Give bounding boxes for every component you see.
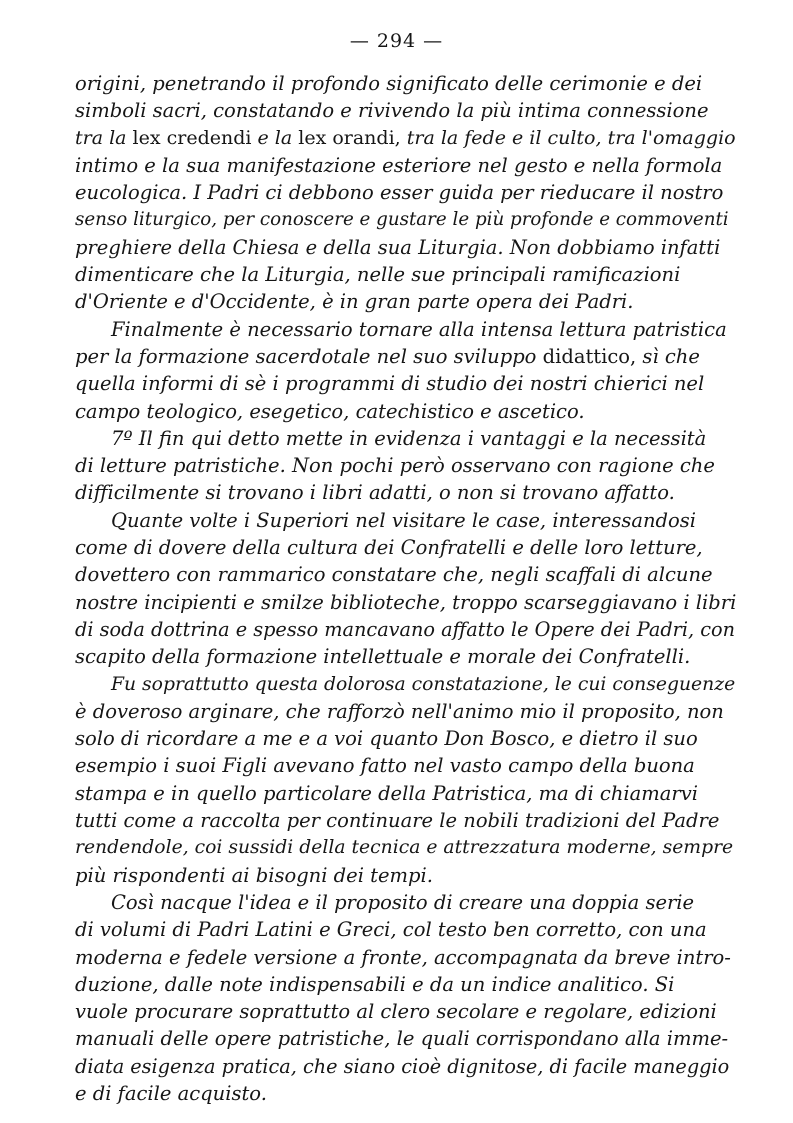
text-line: scapito della formazione intellettuale e morale dei Confratelli. bbox=[75, 645, 691, 669]
text-line: esempio i suoi Figli avevano fatto nel vasto campo della buona bbox=[75, 754, 695, 778]
text-line: intimo e la sua manifestazione esteriore nel gesto e nella formola bbox=[75, 153, 723, 177]
text-line: dimenticare che la Liturgia, nelle sue principali ramificazioni bbox=[75, 263, 681, 287]
text-line: duzione, dalle note indispensabili e da un indice analitico. Si bbox=[75, 972, 675, 996]
text-line: di soda dottrina e spesso mancavano affatto le Opere dei Padri, con bbox=[75, 617, 736, 641]
text-line: dovettero con rammarico constatare che, negli scaffali di alcune bbox=[75, 563, 713, 587]
text-line: diata esigenza pratica, che siano cioè dignitose, di facile maneggio bbox=[75, 1054, 730, 1078]
text-line: preghiere della Chiesa e della sua Liturgia. Non dobbiamo infatti bbox=[75, 235, 721, 259]
text-line: come di dovere della cultura dei Confratelli e delle loro letture, bbox=[75, 536, 703, 560]
text-line: Finalmente è necessario tornare alla intensa lettura patristica bbox=[111, 317, 727, 341]
italic-text-span: per la formazione sacerdotale nel suo sviluppo bbox=[75, 344, 543, 368]
roman-text-span: lex credendi bbox=[132, 126, 252, 149]
text-line: nostre incipienti e smilze biblioteche, troppo scarseggiavano i libri bbox=[75, 590, 737, 614]
italic-text-span: tra la bbox=[75, 126, 133, 149]
text-line: moderna e fedele versione a fronte, accompagnata da breve intro- bbox=[75, 945, 731, 969]
text-line: di letture patristiche. Non pochi però osservano con ragione che bbox=[75, 454, 715, 478]
text-line: di volumi di Padri Latini e Greci, col testo ben corretto, con una bbox=[75, 918, 707, 942]
text-line: eucologica. I Padri ci debbono esser guida per rieducare il nostro bbox=[75, 181, 724, 205]
page-number: — 294 — bbox=[349, 30, 444, 52]
text-line: stampa e in quello particolare della Patristica, ma di chiamarvi bbox=[75, 781, 698, 805]
italic-text-span: sì che bbox=[636, 344, 700, 368]
text-line: vuole procurare soprattutto al clero secolare e regolare, edizioni bbox=[75, 1000, 717, 1024]
text-line: campo teologico, esegetico, catechistico e ascetico. bbox=[75, 399, 585, 423]
text-line: simboli sacri, constatando e rivivendo la più intima connessione bbox=[75, 99, 709, 123]
text-line: Così nacque l'idea e il proposito di creare una doppia serie bbox=[111, 890, 695, 914]
roman-text-span: lex orandi, bbox=[298, 126, 401, 149]
roman-text-span: didattico, bbox=[542, 344, 637, 368]
text-line: più rispondenti ai bisogni dei tempi. bbox=[75, 863, 433, 887]
text-line: origini, penetrando il profondo significato delle cerimonie e dei bbox=[75, 72, 703, 95]
text-line: difficilmente si trovano i libri adatti, o non si trovano affatto. bbox=[75, 481, 675, 505]
italic-text-span: e la bbox=[251, 126, 299, 149]
text-line bbox=[75, 343, 737, 370]
text-line: quella informi di sè i programmi di studio dei nostri chierici nel bbox=[75, 372, 705, 396]
text-line: tutti come a raccolta per continuare le nobili tradizioni del Padre bbox=[75, 809, 720, 833]
text-line: senso liturgico, per conoscere e gustare le più profonde e commoventi bbox=[75, 209, 729, 231]
text-line: Fu soprattutto questa dolorosa constatazione, le cui conseguenze bbox=[111, 673, 736, 695]
italic-text-span: tra la fede e il culto, tra l'omaggio bbox=[400, 126, 736, 149]
text-line: 7º Il fin qui detto mette in evidenza i vantaggi e la necessità bbox=[111, 426, 707, 450]
text-line: d'Oriente e d'Occidente, è in gran parte opera dei Padri. bbox=[75, 290, 634, 314]
text-line: manuali delle opere patristiche, le quali corrispondano alla imme- bbox=[75, 1027, 729, 1051]
text-line bbox=[75, 125, 737, 152]
text-line: e di facile acquisto. bbox=[75, 1081, 267, 1105]
text-line: rendendole, coi sussidi della tecnica e attrezzatura moderne, sempre bbox=[75, 837, 734, 859]
text-line: solo di ricordare a me e a voi quanto Don Bosco, e dietro il suo bbox=[75, 727, 698, 751]
body-text bbox=[75, 70, 737, 1107]
text-line: Quante volte i Superiori nel visitare le case, interessandosi bbox=[111, 508, 697, 532]
text-line: è doveroso arginare, che rafforzò nell'animo mio il proposito, non bbox=[75, 699, 724, 723]
